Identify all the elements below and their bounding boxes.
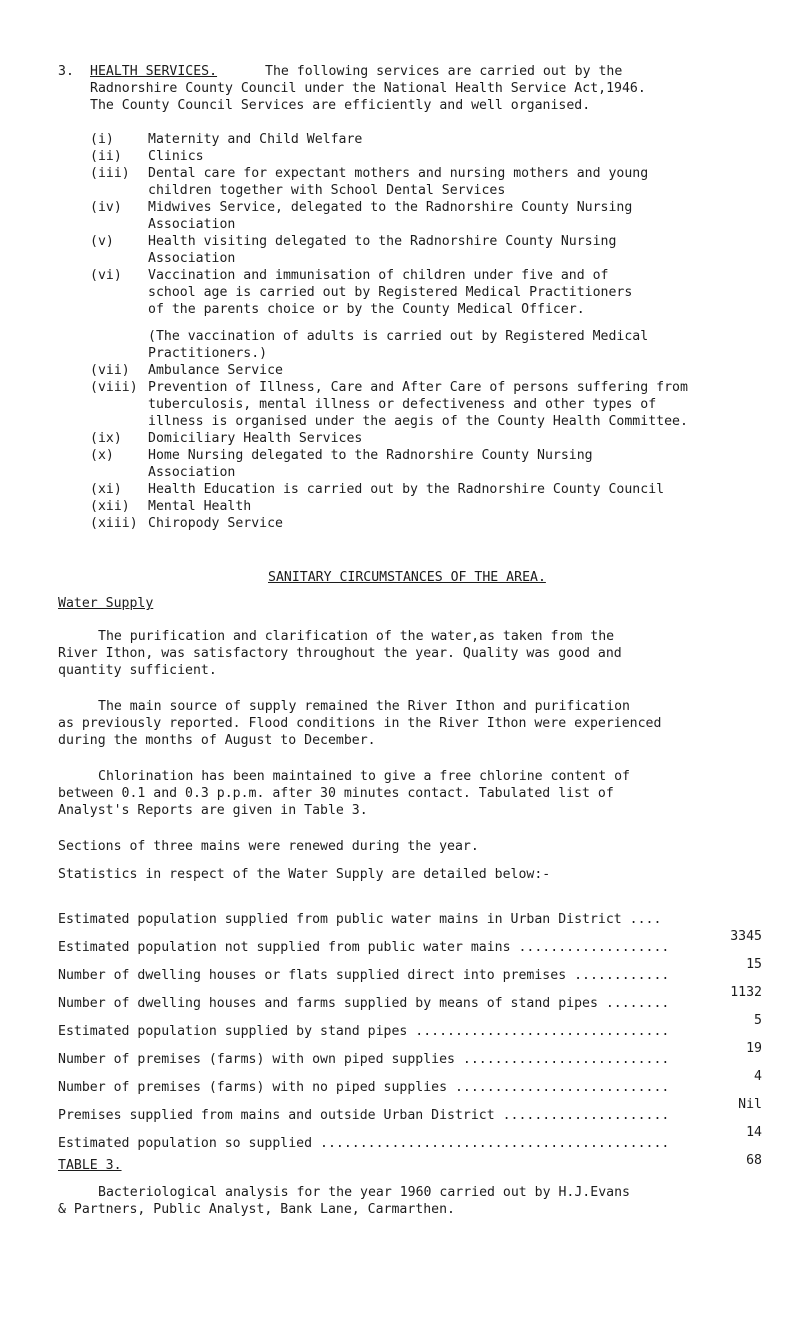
water-paragraph-2: during the months of August to December. (58, 733, 376, 748)
water-paragraph-3: Analyst's Reports are given in Table 3. (58, 803, 368, 818)
service-text: Dental care for expectant mothers and nursing mothers and young (148, 166, 649, 181)
stat-label: Estimated population so supplied ............................................ (58, 1136, 670, 1151)
service-text: Maternity and Child Welfare (148, 132, 363, 147)
service-text: Prevention of Illness, Care and After Care of persons suffering from (148, 380, 688, 395)
stat-label: Number of dwelling houses and farms supplied by means of stand pipes ........ (58, 996, 670, 1011)
service-text: Association (148, 217, 236, 232)
stat-label: Number of dwelling houses or flats supplied direct into premises ............ (58, 968, 670, 983)
service-number: (ix) (90, 431, 122, 446)
water-supply-heading: Water Supply (58, 596, 154, 611)
water-paragraph-2: The main source of supply remained the River Ithon and purification (98, 699, 630, 714)
service-text: tuberculosis, mental illness or defectiveness and other types of (148, 397, 657, 412)
water-paragraph-1: The purification and clarification of the water,as taken from the (98, 629, 615, 644)
service-text: Chiropody Service (148, 516, 283, 531)
section-number: 3. (58, 64, 74, 79)
stat-label: Number of premises (farms) with own piped supplies .......................... (58, 1052, 670, 1067)
service-text: children together with School Dental Services (148, 183, 506, 198)
service-text: Midwives Service, delegated to the Radnorshire County Nursing (148, 200, 633, 215)
water-paragraph-1: quantity sufficient. (58, 663, 217, 678)
table-3-heading: TABLE 3. (58, 1158, 122, 1173)
service-number: (ii) (90, 149, 122, 164)
service-note: (The vaccination of adults is carried out by Registered Medical (148, 329, 649, 344)
service-number: (xii) (90, 499, 130, 514)
table-3-description: Bacteriological analysis for the year 1960 carried out by H.J.Evans (98, 1185, 630, 1200)
stat-label: Estimated population supplied from public water mains in Urban District .... (58, 912, 662, 927)
section-heading: HEALTH SERVICES. (90, 64, 218, 79)
service-text: Clinics (148, 149, 204, 164)
stat-value: 5 (754, 1013, 762, 1028)
water-paragraph-4: Sections of three mains were renewed during the year. (58, 839, 479, 854)
service-number: (vii) (90, 363, 130, 378)
service-text: Association (148, 465, 236, 480)
water-paragraph-3: between 0.1 and 0.3 p.p.m. after 30 minutes contact. Tabulated list of (58, 786, 614, 801)
stat-label: Number of premises (farms) with no piped supplies ........................... (58, 1080, 670, 1095)
service-text: Ambulance Service (148, 363, 283, 378)
water-paragraph-3: Chlorination has been maintained to give a free chlorine content of (98, 769, 630, 784)
service-text: Health visiting delegated to the Radnorshire County Nursing (148, 234, 617, 249)
service-text: Domiciliary Health Services (148, 431, 363, 446)
service-number: (xi) (90, 482, 122, 497)
stat-value: 14 (746, 1125, 762, 1140)
service-text: Vaccination and immunisation of children under five and of (148, 268, 609, 283)
service-text: illness is organised under the aegis of the County Health Committee. (148, 414, 688, 429)
service-number: (v) (90, 234, 114, 249)
table-3-description: & Partners, Public Analyst, Bank Lane, Carmarthen. (58, 1202, 455, 1217)
service-text: of the parents choice or by the County Medical Officer. (148, 302, 585, 317)
intro-line-2: Radnorshire County Council under the National Health Service Act,1946. (90, 81, 646, 96)
service-text: Health Education is carried out by the Radnorshire County Council (148, 482, 665, 497)
service-text: Association (148, 251, 236, 266)
service-number: (iii) (90, 166, 130, 181)
stat-row (58, 1118, 762, 1186)
service-text: school age is carried out by Registered Medical Practitioners (148, 285, 633, 300)
service-number: (x) (90, 448, 114, 463)
service-number: (vi) (90, 268, 122, 283)
intro-line-3: The County Council Services are efficiently and well organised. (90, 98, 591, 113)
service-number: (viii) (90, 380, 138, 395)
service-number: (i) (90, 132, 114, 147)
water-paragraph-5: Statistics in respect of the Water Supply are detailed below:- (58, 867, 551, 882)
sanitary-heading: SANITARY CIRCUMSTANCES OF THE AREA. (268, 570, 546, 585)
service-text: Mental Health (148, 499, 252, 514)
stat-label: Estimated population not supplied from public water mains ................... (58, 940, 670, 955)
stat-label: Estimated population supplied by stand pipes ................................ (58, 1024, 670, 1039)
water-paragraph-1: River Ithon, was satisfactory throughout the year. Quality was good and (58, 646, 622, 661)
water-paragraph-2: as previously reported. Flood conditions in the River Ithon were experienced (58, 716, 662, 731)
stat-value: Nil (738, 1097, 762, 1112)
service-number: (iv) (90, 200, 122, 215)
service-text: Home Nursing delegated to the Radnorshire County Nursing (148, 448, 593, 463)
stat-value: 4 (754, 1069, 762, 1084)
stat-value: 15 (746, 957, 762, 972)
stat-value: 68 (746, 1153, 762, 1168)
stat-value: 1132 (730, 985, 762, 1000)
stat-value: 19 (746, 1041, 762, 1056)
service-note: Practitioners.) (148, 346, 268, 361)
stat-value: 3345 (730, 929, 762, 944)
intro-line-1: The following services are carried out by the (265, 64, 623, 79)
service-number: (xiii) (90, 516, 138, 531)
stat-label: Premises supplied from mains and outside Urban District ..................... (58, 1108, 670, 1123)
